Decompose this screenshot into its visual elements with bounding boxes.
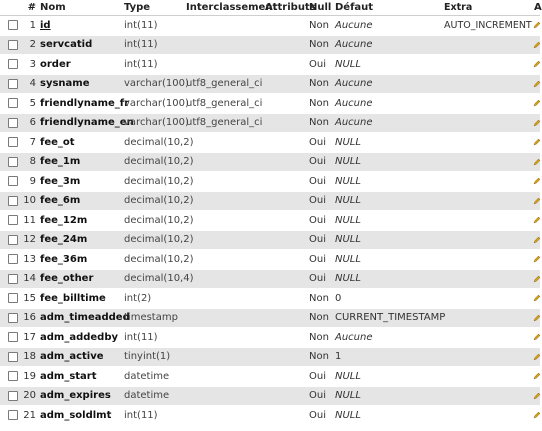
column-type: varchar(100) <box>124 117 189 129</box>
table-row[interactable] <box>0 309 540 329</box>
table-row[interactable] <box>0 289 540 309</box>
column-type: int(2) <box>124 292 152 304</box>
column-name[interactable]: id <box>40 19 51 31</box>
column-name[interactable]: fee_24m <box>40 234 88 246</box>
column-extra <box>444 153 534 172</box>
column-name[interactable]: adm_active <box>40 351 104 363</box>
table-row[interactable] <box>0 153 540 173</box>
row-number: 16 <box>23 312 36 324</box>
row-select-checkbox[interactable] <box>6 387 20 406</box>
column-null: Oui <box>309 273 326 285</box>
column-collation <box>186 133 264 152</box>
edit-action[interactable] <box>534 367 540 386</box>
header-attributes[interactable]: Attributs <box>265 2 316 13</box>
column-null: Non <box>309 292 329 304</box>
checkbox[interactable] <box>8 293 18 303</box>
column-attributes <box>265 172 307 191</box>
column-type: decimal(10,2) <box>124 253 194 265</box>
column-collation: utf8_general_ci <box>186 97 263 109</box>
column-type: int(11) <box>124 39 158 51</box>
column-extra <box>444 309 534 328</box>
checkbox[interactable] <box>8 332 18 342</box>
column-collation <box>186 406 264 425</box>
column-extra <box>444 406 534 425</box>
table-row[interactable] <box>0 348 540 368</box>
column-default: NULL <box>335 136 361 148</box>
pencil-icon[interactable] <box>533 21 541 29</box>
row-select-checkbox[interactable] <box>6 94 20 113</box>
column-attributes <box>265 36 307 55</box>
column-extra <box>444 94 534 113</box>
edit-action[interactable] <box>534 328 540 347</box>
column-collation <box>186 250 264 269</box>
column-null: Oui <box>309 409 326 421</box>
column-attributes <box>265 250 307 269</box>
column-default: NULL <box>335 370 361 382</box>
column-type: decimal(10,2) <box>124 214 194 226</box>
column-default: 0 <box>335 292 342 304</box>
column-default: Aucune <box>335 117 373 129</box>
row-number: 7 <box>29 136 36 148</box>
column-collation <box>186 387 264 406</box>
checkbox[interactable] <box>8 371 18 381</box>
column-extra <box>444 192 534 211</box>
column-collation <box>186 172 264 191</box>
column-default: NULL <box>335 58 361 70</box>
row-select-checkbox[interactable] <box>6 328 20 347</box>
column-collation <box>186 153 264 172</box>
header-null[interactable]: Null <box>309 2 332 13</box>
row-select-checkbox[interactable] <box>6 36 20 55</box>
column-type: tinyint(1) <box>124 351 171 363</box>
column-null: Oui <box>309 234 326 246</box>
header-action: A <box>534 2 542 13</box>
edit-action[interactable] <box>534 270 540 289</box>
column-name[interactable]: fee_3m <box>40 175 81 187</box>
row-number: 21 <box>23 409 36 421</box>
column-collation <box>186 270 264 289</box>
edit-action[interactable] <box>534 75 540 94</box>
column-name[interactable]: adm_addedby <box>40 331 119 343</box>
checkbox[interactable] <box>8 215 18 225</box>
table-row[interactable] <box>0 406 540 426</box>
row-select-checkbox[interactable] <box>6 231 20 250</box>
pencil-icon[interactable] <box>533 138 541 146</box>
checkbox[interactable] <box>8 79 18 89</box>
column-attributes <box>265 406 307 425</box>
header-default[interactable]: Défaut <box>335 2 374 13</box>
table-row[interactable] <box>0 192 540 212</box>
column-type: varchar(100) <box>124 97 189 109</box>
column-null: Oui <box>309 253 326 265</box>
column-collation <box>186 348 264 367</box>
pencil-icon[interactable] <box>533 353 541 361</box>
row-number: 9 <box>29 175 36 187</box>
column-null: Non <box>309 19 329 31</box>
header-collation[interactable]: Interclassement <box>186 2 278 13</box>
column-collation <box>186 231 264 250</box>
column-type: int(11) <box>124 58 158 70</box>
row-number: 19 <box>23 370 36 382</box>
column-collation: utf8_general_ci <box>186 117 263 129</box>
table-row[interactable] <box>0 55 540 75</box>
column-type: decimal(10,2) <box>124 234 194 246</box>
table-row[interactable] <box>0 172 540 192</box>
pencil-icon[interactable] <box>533 236 541 244</box>
checkbox[interactable] <box>8 196 18 206</box>
edit-action[interactable] <box>534 250 540 269</box>
column-null: Non <box>309 312 329 324</box>
pencil-icon[interactable] <box>533 392 541 400</box>
column-extra <box>444 55 534 74</box>
row-number: 6 <box>29 117 36 129</box>
column-attributes <box>265 309 307 328</box>
pencil-icon[interactable] <box>533 314 541 322</box>
pencil-icon[interactable] <box>533 216 541 224</box>
table-row[interactable] <box>0 250 540 270</box>
column-attributes <box>265 270 307 289</box>
column-attributes <box>265 211 307 230</box>
header-num: # <box>27 2 36 13</box>
table-row[interactable] <box>0 211 540 231</box>
pencil-icon[interactable] <box>533 158 541 166</box>
checkbox[interactable] <box>8 176 18 186</box>
edit-action[interactable] <box>534 153 540 172</box>
checkbox[interactable] <box>8 410 18 420</box>
table-row[interactable] <box>0 387 540 407</box>
checkbox[interactable] <box>8 157 18 167</box>
column-name[interactable]: friendlyname_fr <box>40 97 130 109</box>
table-row[interactable] <box>0 36 540 56</box>
column-null: Oui <box>309 390 326 402</box>
column-extra: AUTO_INCREMENT <box>444 19 532 31</box>
column-default: Aucune <box>335 97 373 109</box>
column-default: NULL <box>335 214 361 226</box>
checkbox[interactable] <box>8 40 18 50</box>
row-select-checkbox[interactable] <box>6 16 20 35</box>
edit-action[interactable] <box>534 36 540 55</box>
column-extra <box>444 367 534 386</box>
column-extra <box>444 328 534 347</box>
column-null: Oui <box>309 58 326 70</box>
column-null: Non <box>309 39 329 51</box>
row-select-checkbox[interactable] <box>6 133 20 152</box>
column-default: CURRENT_TIMESTAMP <box>335 312 446 324</box>
edit-action[interactable] <box>534 348 540 367</box>
column-type: decimal(10,2) <box>124 175 194 187</box>
column-name[interactable]: adm_soldlmt <box>40 409 112 421</box>
pencil-icon[interactable] <box>533 99 541 107</box>
column-type: decimal(10,2) <box>124 156 194 168</box>
column-collation <box>186 289 264 308</box>
column-extra <box>444 133 534 152</box>
edit-action[interactable] <box>534 192 540 211</box>
column-name[interactable]: fee_1m <box>40 156 81 168</box>
checkbox[interactable] <box>8 118 18 128</box>
table-row[interactable] <box>0 16 540 36</box>
checkbox[interactable] <box>8 98 18 108</box>
column-extra <box>444 114 534 133</box>
column-default: 1 <box>335 351 342 363</box>
row-number: 14 <box>23 273 36 285</box>
row-number: 4 <box>29 78 36 90</box>
checkbox[interactable] <box>8 274 18 284</box>
row-select-checkbox[interactable] <box>6 75 20 94</box>
checkbox[interactable] <box>8 137 18 147</box>
edit-action[interactable] <box>534 172 540 191</box>
pencil-icon[interactable] <box>533 294 541 302</box>
pencil-icon[interactable] <box>533 60 541 68</box>
column-null: Oui <box>309 136 326 148</box>
pencil-icon[interactable] <box>533 197 541 205</box>
column-attributes <box>265 192 307 211</box>
checkbox[interactable] <box>8 352 18 362</box>
column-collation <box>186 192 264 211</box>
column-collation: utf8_general_ci <box>186 78 263 90</box>
column-name[interactable]: fee_6m <box>40 195 81 207</box>
column-attributes <box>265 75 307 94</box>
column-attributes <box>265 16 307 35</box>
column-attributes <box>265 231 307 250</box>
column-type: timestamp <box>124 312 178 324</box>
table-header <box>0 0 540 16</box>
row-select-checkbox[interactable] <box>6 309 20 328</box>
column-extra <box>444 348 534 367</box>
table-row[interactable] <box>0 328 540 348</box>
row-select-checkbox[interactable] <box>6 406 20 425</box>
row-number: 17 <box>23 331 36 343</box>
column-name[interactable]: sysname <box>40 78 90 90</box>
row-number: 10 <box>23 195 36 207</box>
row-number: 3 <box>29 58 36 70</box>
column-extra <box>444 172 534 191</box>
checkbox[interactable] <box>8 59 18 69</box>
column-name[interactable]: adm_expires <box>40 390 111 402</box>
column-attributes <box>265 133 307 152</box>
table-row[interactable] <box>0 133 540 153</box>
column-null: Non <box>309 331 329 343</box>
header-name[interactable]: Nom <box>40 2 66 13</box>
pencil-icon[interactable] <box>533 275 541 283</box>
pencil-icon[interactable] <box>533 372 541 380</box>
header-extra[interactable]: Extra <box>444 2 473 13</box>
column-extra <box>444 36 534 55</box>
column-name[interactable]: friendlyname_en <box>40 117 134 129</box>
edit-action[interactable] <box>534 289 540 308</box>
column-type: varchar(100) <box>124 78 189 90</box>
column-null: Non <box>309 117 329 129</box>
row-number: 13 <box>23 253 36 265</box>
column-name[interactable]: servcatid <box>40 39 93 51</box>
row-select-checkbox[interactable] <box>6 289 20 308</box>
column-attributes <box>265 55 307 74</box>
column-type: datetime <box>124 390 170 402</box>
column-null: Non <box>309 351 329 363</box>
edit-action[interactable] <box>534 114 540 133</box>
header-type[interactable]: Type <box>124 2 151 13</box>
column-attributes <box>265 387 307 406</box>
row-number: 18 <box>23 351 36 363</box>
table-row[interactable] <box>0 367 540 387</box>
row-select-checkbox[interactable] <box>6 211 20 230</box>
edit-action[interactable] <box>534 309 540 328</box>
column-name[interactable]: fee_other <box>40 273 94 285</box>
column-name[interactable]: adm_timeadded <box>40 312 130 324</box>
column-default: NULL <box>335 273 361 285</box>
pencil-icon[interactable] <box>533 41 541 49</box>
pencil-icon[interactable] <box>533 333 541 341</box>
column-attributes <box>265 289 307 308</box>
column-null: Oui <box>309 156 326 168</box>
column-extra <box>444 289 534 308</box>
checkbox[interactable] <box>8 313 18 323</box>
column-attributes <box>265 348 307 367</box>
column-name[interactable]: fee_billtime <box>40 292 106 304</box>
pencil-icon[interactable] <box>533 80 541 88</box>
column-attributes <box>265 367 307 386</box>
column-attributes <box>265 328 307 347</box>
column-collation <box>186 16 264 35</box>
column-null: Oui <box>309 214 326 226</box>
column-null: Non <box>309 97 329 109</box>
column-null: Oui <box>309 175 326 187</box>
row-number: 5 <box>29 97 36 109</box>
column-type: int(11) <box>124 409 158 421</box>
column-type: decimal(10,2) <box>124 136 194 148</box>
pencil-icon[interactable] <box>533 255 541 263</box>
column-default: NULL <box>335 195 361 207</box>
checkbox[interactable] <box>8 254 18 264</box>
column-null: Non <box>309 78 329 90</box>
column-type: int(11) <box>124 331 158 343</box>
pencil-icon[interactable] <box>533 119 541 127</box>
row-select-checkbox[interactable] <box>6 55 20 74</box>
column-collation <box>186 367 264 386</box>
row-number: 20 <box>23 390 36 402</box>
row-select-checkbox[interactable] <box>6 270 20 289</box>
column-attributes <box>265 153 307 172</box>
row-select-checkbox[interactable] <box>6 348 20 367</box>
column-default: NULL <box>335 253 361 265</box>
column-null: Oui <box>309 370 326 382</box>
checkbox[interactable] <box>8 391 18 401</box>
column-attributes <box>265 94 307 113</box>
edit-action[interactable] <box>534 211 540 230</box>
column-name[interactable]: fee_ot <box>40 136 75 148</box>
column-default: Aucune <box>335 331 373 343</box>
column-extra <box>444 270 534 289</box>
column-default: NULL <box>335 156 361 168</box>
row-select-checkbox[interactable] <box>6 172 20 191</box>
column-attributes <box>265 114 307 133</box>
column-default: Aucune <box>335 78 373 90</box>
column-default: NULL <box>335 234 361 246</box>
edit-action[interactable] <box>534 387 540 406</box>
column-extra <box>444 211 534 230</box>
row-number: 2 <box>29 39 36 51</box>
row-number: 11 <box>23 214 36 226</box>
column-type: decimal(10,4) <box>124 273 194 285</box>
column-collation <box>186 55 264 74</box>
column-default: Aucune <box>335 19 373 31</box>
column-type: datetime <box>124 370 170 382</box>
column-default: NULL <box>335 390 361 402</box>
column-collation <box>186 309 264 328</box>
column-name[interactable]: adm_start <box>40 370 97 382</box>
row-select-checkbox[interactable] <box>6 153 20 172</box>
column-extra <box>444 387 534 406</box>
row-number: 12 <box>23 234 36 246</box>
column-collation <box>186 36 264 55</box>
checkbox[interactable] <box>8 235 18 245</box>
column-default: Aucune <box>335 39 373 51</box>
row-select-checkbox[interactable] <box>6 367 20 386</box>
column-null: Oui <box>309 195 326 207</box>
column-collation <box>186 211 264 230</box>
column-name[interactable]: fee_12m <box>40 214 88 226</box>
edit-action[interactable] <box>534 231 540 250</box>
table-row[interactable] <box>0 231 540 251</box>
table-row[interactable] <box>0 75 540 95</box>
pencil-icon[interactable] <box>533 177 541 185</box>
checkbox[interactable] <box>8 20 18 30</box>
row-number: 8 <box>29 156 36 168</box>
row-number: 15 <box>23 292 36 304</box>
edit-action[interactable] <box>534 16 540 35</box>
column-type: decimal(10,2) <box>124 195 194 207</box>
table-row[interactable] <box>0 94 540 114</box>
column-name[interactable]: order <box>40 58 71 70</box>
edit-action[interactable] <box>534 406 540 425</box>
column-name[interactable]: fee_36m <box>40 253 88 265</box>
pencil-icon[interactable] <box>533 411 541 419</box>
table-row[interactable] <box>0 270 540 290</box>
column-collation <box>186 328 264 347</box>
column-extra <box>444 250 534 269</box>
column-default: NULL <box>335 409 361 421</box>
edit-action[interactable] <box>534 55 540 74</box>
column-type: int(11) <box>124 19 158 31</box>
column-extra <box>444 231 534 250</box>
row-select-checkbox[interactable] <box>6 250 20 269</box>
edit-action[interactable] <box>534 94 540 113</box>
table-row[interactable] <box>0 114 540 134</box>
row-number: 1 <box>29 19 36 31</box>
table-body <box>0 16 540 426</box>
column-default: NULL <box>335 175 361 187</box>
row-select-checkbox[interactable] <box>6 114 20 133</box>
row-select-checkbox[interactable] <box>6 192 20 211</box>
column-extra <box>444 75 534 94</box>
edit-action[interactable] <box>534 133 540 152</box>
